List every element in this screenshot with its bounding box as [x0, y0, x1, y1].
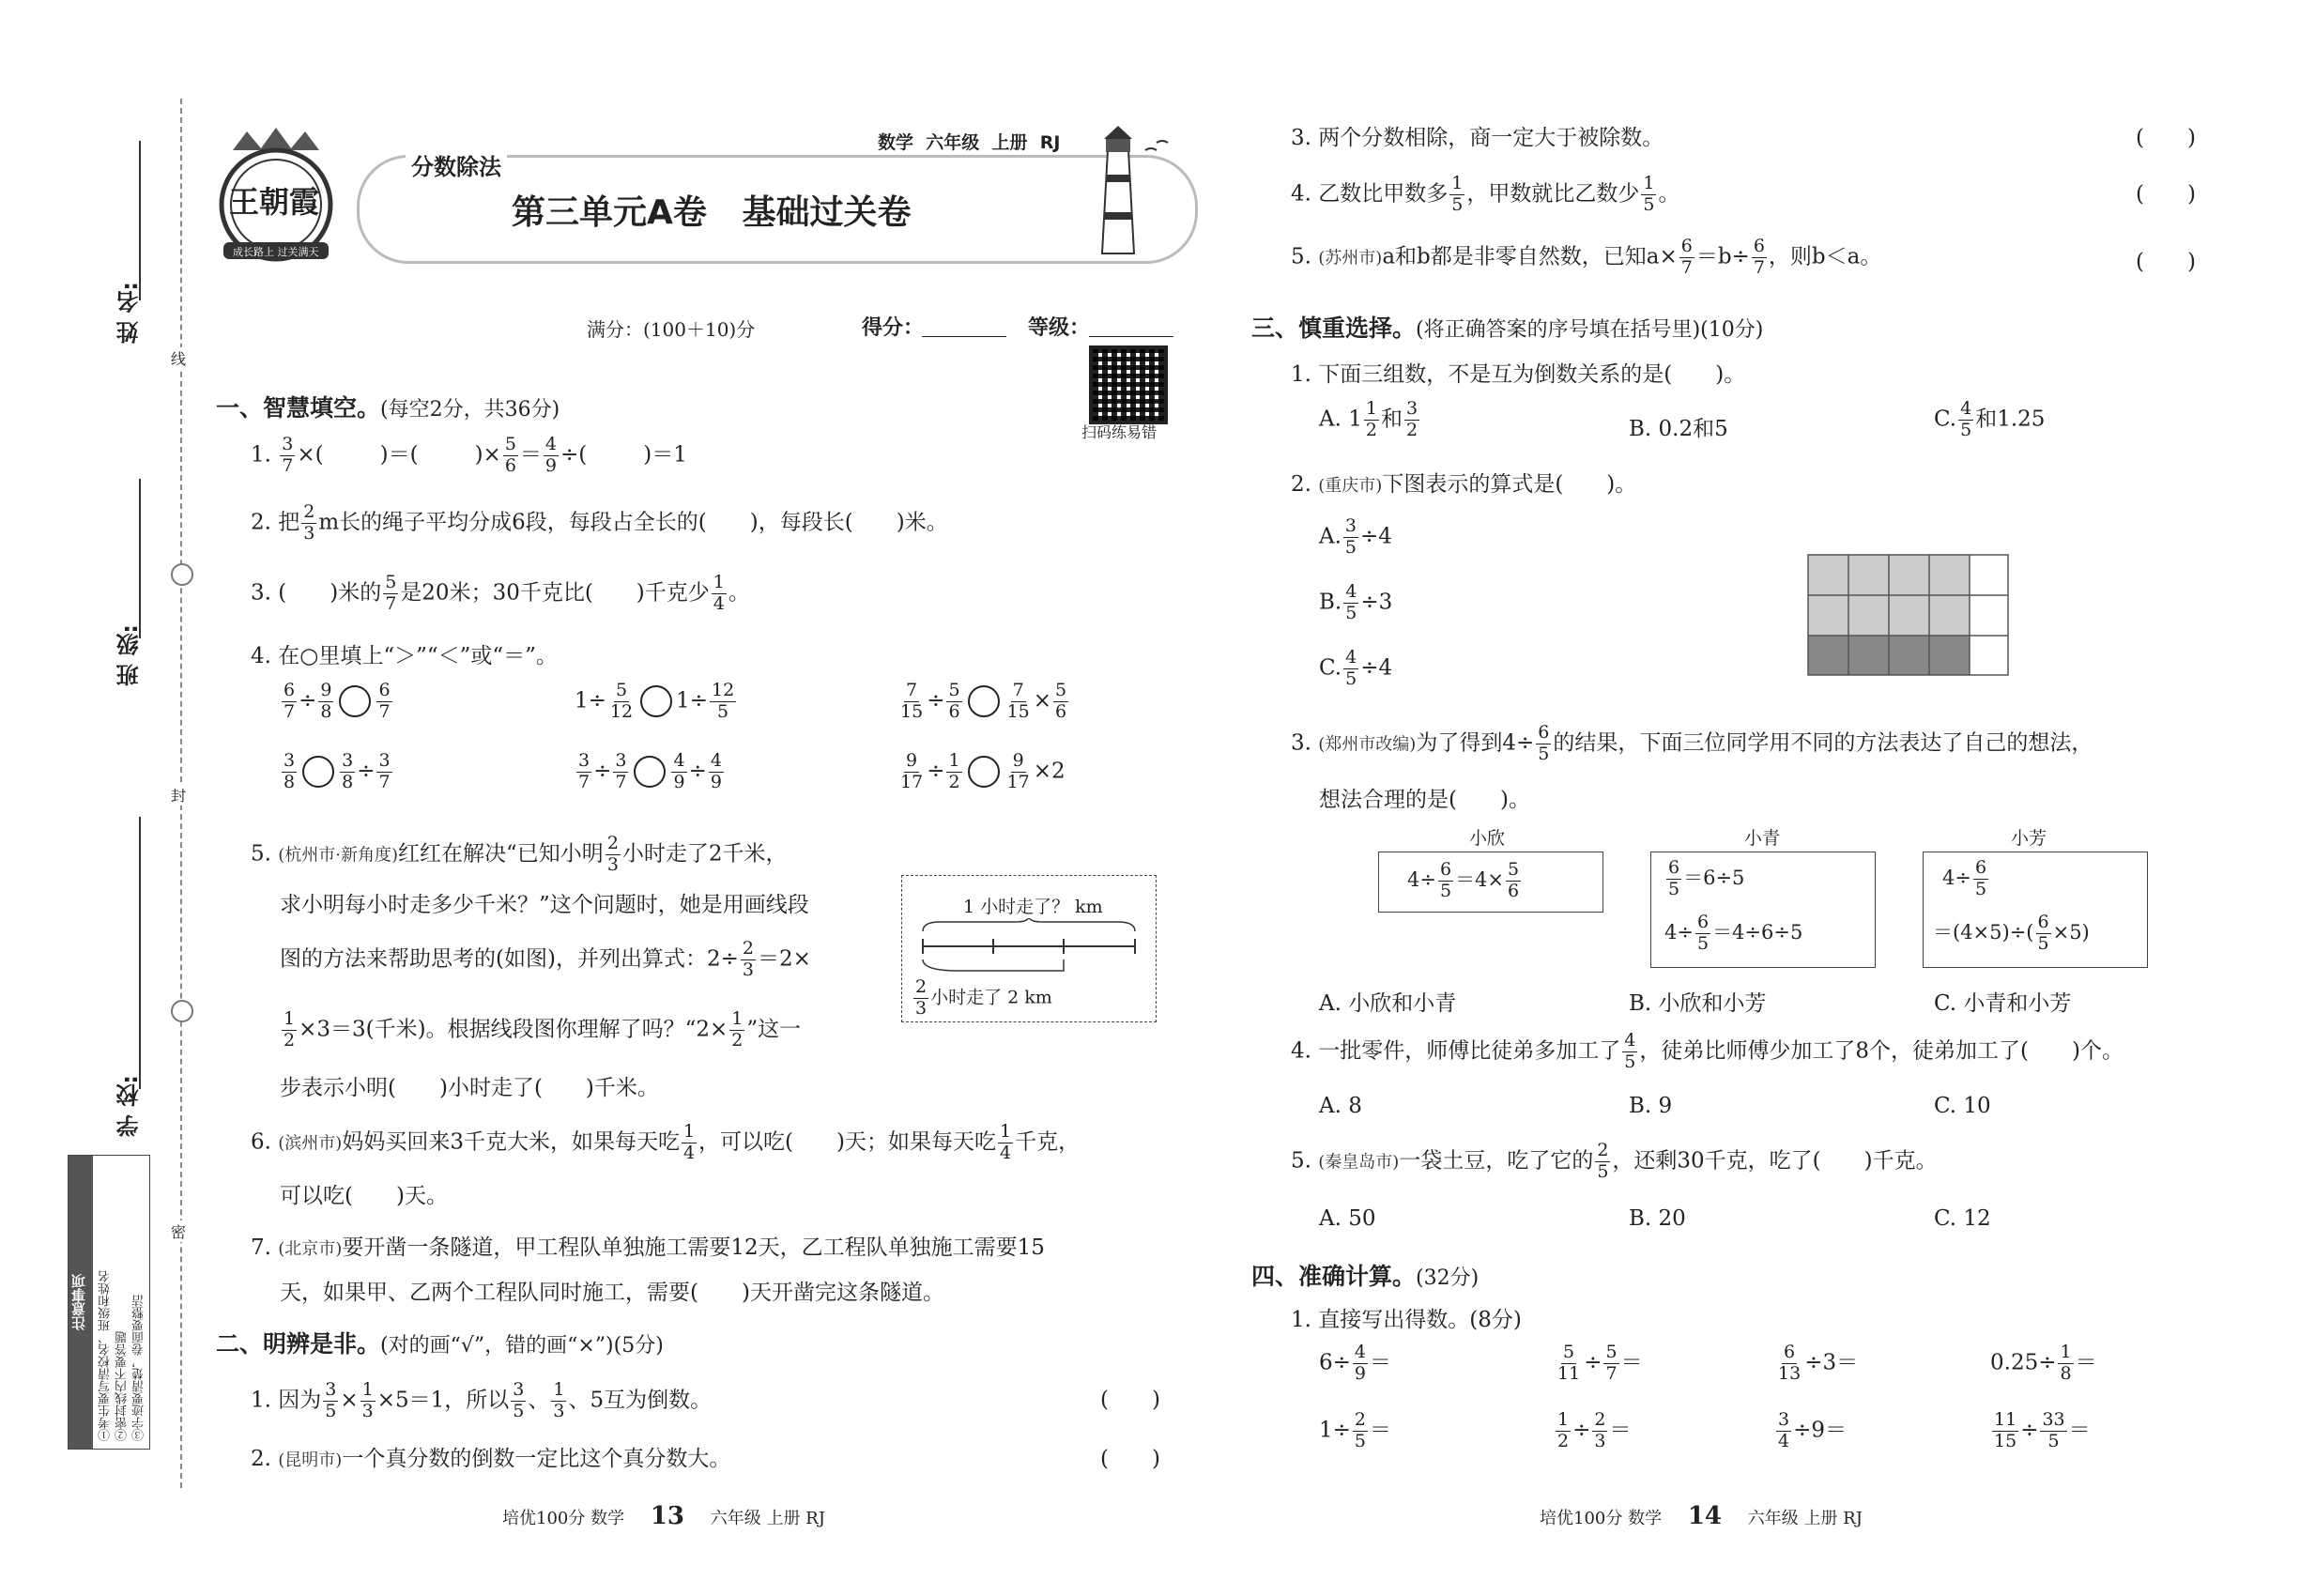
class-label: 班 级: — [116, 624, 143, 686]
segment-diagram — [901, 875, 1157, 1022]
choice-option[interactable]: B. 20 — [1629, 1206, 1686, 1231]
choice-question: 4. 一批零件，师傅比徒弟多加工了 $\frac{4}{5}$ ，徒弟比师傅少加工了8个，徒弟加工了( )个。 — [1291, 1030, 2124, 1072]
q1-5-line1: 5. (杭州市·新角度)红红在解决“已知小明 $\frac{2}{3}$ 小时走了2千米， — [251, 833, 788, 875]
score-label: 得分： — [862, 316, 925, 340]
answer-paren[interactable]: ( ) — [2136, 126, 2196, 150]
qr-code-icon[interactable] — [1089, 345, 1168, 424]
compare-item: $\frac{9}{17}$ ÷ $\frac{1}{2}$ $\frac{9}{17}$ ×2 — [900, 750, 1066, 792]
calc-item: $\frac{1}{2}$ ÷ $\frac{2}{3}$ ＝ — [1557, 1409, 1632, 1451]
calc-question: 1. 直接写出得数。(8分) — [1291, 1308, 1522, 1332]
binding-hole — [171, 563, 193, 586]
choice-question: 2. (重庆市)下图表示的算式是( )。 — [1291, 472, 1637, 497]
choice-option[interactable]: A. 小欣和小青 — [1319, 991, 1457, 1016]
choice-option[interactable]: B. $\frac{4}{5}$ ÷3 — [1319, 581, 1393, 623]
q1-7-line1: 7. (北京市)要开凿一条隧道，甲工程队单独施工需要12天，乙工程队单独施工需要15 — [251, 1235, 1045, 1260]
choice-option[interactable]: C. $\frac{4}{5}$ 和1.25 — [1934, 398, 2046, 440]
q1-5-line2: 求小明每小时走多少千米？”这个问题时，她是用画线段 — [280, 893, 809, 917]
q1-5-line4: $\frac{1}{2}$ ×3＝3(千米)。根据线段图你理解了吗？“2× $\frac{1}{2}$ ”这一 — [284, 1008, 802, 1051]
section-title: 一、智慧填空。(每空2分，共36分) — [216, 394, 560, 422]
segment-bottom-label: $\frac{2}{3}$ 小时走了 2 km — [915, 976, 1052, 1019]
q1-4: 4. 在○里填上“＞”“＜”或“＝”。 — [251, 644, 558, 668]
calc-item: 6÷ $\frac{4}{9}$ ＝ — [1319, 1342, 1391, 1384]
subject-meta: 数学 六年级 上册 RJ — [878, 132, 1061, 153]
answer-paren[interactable]: ( ) — [2136, 182, 2196, 207]
notice-item: ③字迹要清楚，卷面要整洁 — [132, 1295, 146, 1441]
calc-item: $\frac{5}{11}$ ÷ $\frac{5}{7}$ ＝ — [1557, 1342, 1643, 1384]
choice-question: 1. 下面三组数，不是互为倒数关系的是( )。 — [1291, 362, 1746, 387]
judge-item: 3. 两个分数相除，商一定大于被除数。 — [1291, 126, 1664, 150]
q1-1: 1. $\frac{3}{7}$ ×( )＝( )× $\frac{5}{6}$ ＝ $\frac{4}{9}$ ÷( )＝1 — [251, 434, 687, 476]
school-label: 学 校: — [116, 1075, 143, 1137]
segment-top-label: 1 小时走了？ km — [963, 897, 1103, 917]
method-box-fang: 4÷ $\frac{6}{5}$ ＝(4×5)÷( $\frac{6}{5}$ ×5) — [1923, 852, 2148, 968]
topic-tab: 分数除法 — [406, 148, 507, 181]
choice-question: 5. (秦皇岛市)一袋土豆，吃了它的 $\frac{2}{5}$ ，还剩30千克，吃了( )千克。 — [1291, 1140, 1938, 1182]
judge-item: 4. 乙数比甲数多 $\frac{1}{5}$ ，甲数就比乙数少 $\frac{1}{5}$ 。 — [1291, 173, 1680, 215]
compare-circle[interactable] — [968, 685, 1000, 717]
calc-item: 1÷ $\frac{2}{5}$ ＝ — [1319, 1409, 1391, 1451]
school-blank[interactable] — [139, 817, 141, 1089]
calc-item: $\frac{11}{15}$ ÷ $\frac{33}{5}$ ＝ — [1994, 1409, 2091, 1451]
notice-box — [68, 1155, 150, 1450]
score-field[interactable] — [922, 336, 1006, 337]
answer-paren[interactable]: ( ) — [1100, 1388, 1160, 1412]
footer-right: 培优100分 数学 14 六年级 上册 RJ — [1540, 1502, 1863, 1530]
q1-3: 3. ( )米的 $\frac{5}{7}$ 是20米；30千克比( )千克少 $\frac{1}{4}$ 。 — [251, 572, 750, 614]
choice-option[interactable]: A. 1 $\frac{1}{2}$ 和 $\frac{3}{2}$ — [1319, 398, 1418, 440]
name-blank[interactable] — [139, 141, 141, 300]
notice-title: 注意事项 — [69, 1156, 93, 1449]
choice-option[interactable]: C. 12 — [1934, 1206, 1991, 1231]
compare-item: $\frac{6}{7}$ ÷ $\frac{9}{8}$ $\frac{6}{7}$ — [284, 680, 391, 722]
compare-item: $\frac{7}{15}$ ÷ $\frac{5}{6}$ $\frac{7}{15}$ × $\frac{5}{6}$ — [900, 680, 1067, 722]
choice-question: 3. (郑州市改编)为了得到4÷ $\frac{6}{5}$ 的结果，下面三位同学用不同的方法表达了自己的想法， — [1291, 722, 2093, 764]
page-title: 第三单元A卷 基础过关卷 — [512, 193, 912, 232]
q1-5-line3: 图的方法来帮助思考的(如图)，并列出算式：2÷ $\frac{2}{3}$ ＝2× — [280, 938, 811, 980]
choice-question-cont: 想法合理的是( )。 — [1319, 788, 1530, 812]
calc-item: $\frac{6}{13}$ ÷3＝ — [1778, 1342, 1859, 1384]
choice-option[interactable]: C. 小青和小芳 — [1934, 991, 2072, 1016]
compare-item: $\frac{3}{7}$ ÷ $\frac{3}{7}$ $\frac{4}{9}$ ÷ $\frac{4}{9}$ — [578, 750, 722, 792]
calc-item: 0.25÷ $\frac{1}{8}$ ＝ — [1990, 1342, 2097, 1384]
choice-option[interactable]: A. 50 — [1319, 1206, 1376, 1231]
compare-item: $\frac{3}{8}$ $\frac{3}{8}$ ÷ $\frac{3}{7}$ — [284, 750, 391, 792]
choice-option[interactable]: B. 小欣和小芳 — [1629, 991, 1767, 1016]
choice-option[interactable]: C. $\frac{4}{5}$ ÷4 — [1319, 647, 1393, 689]
compare-circle[interactable] — [640, 685, 672, 717]
choice-option[interactable]: A. $\frac{3}{5}$ ÷4 — [1319, 515, 1392, 558]
method-box-xin: 4÷ $\frac{6}{5}$ ＝4× $\frac{5}{6}$ — [1378, 852, 1603, 913]
page-number: 14 — [1687, 1502, 1722, 1530]
page-number: 13 — [650, 1502, 684, 1530]
choice-option[interactable]: A. 8 — [1319, 1094, 1362, 1118]
notice-item: ②密封线内不要答题 — [115, 1331, 130, 1441]
q1-6-line2: 可以吃( )天。 — [280, 1184, 448, 1208]
compare-circle[interactable] — [339, 685, 371, 717]
cut-mark: 封 — [171, 784, 186, 806]
logo — [214, 122, 338, 263]
lighthouse-icon — [1080, 122, 1183, 267]
grade-field[interactable] — [1089, 336, 1173, 337]
q1-7-line2: 天，如果甲、乙两个工程队同时施工，需要( )天开凿完这条隧道。 — [280, 1281, 944, 1305]
student-name: 小欣 — [1469, 828, 1506, 849]
answer-paren[interactable]: ( ) — [2136, 250, 2196, 274]
choice-option[interactable]: B. 0.2和5 — [1629, 417, 1728, 441]
calc-item: $\frac{3}{4}$ ÷9＝ — [1778, 1409, 1847, 1451]
q1-5-line5: 步表示小明( )小时走了( )千米。 — [280, 1076, 659, 1100]
student-name: 小芳 — [2011, 828, 2047, 849]
class-blank[interactable] — [139, 479, 141, 638]
judge-item: 2. (昆明市)一个真分数的倒数一定比这个真分数大。 — [251, 1447, 731, 1471]
logo-sub: 成长路上 过关满天 — [233, 246, 319, 258]
q1-6-line1: 6. (滨州市)妈妈买回来3千克大米，如果每天吃 $\frac{1}{4}$ ，可以吃( )天；如果每天吃 $\frac{1}{4}$ 千克， — [251, 1121, 1081, 1163]
judge-item: 5. (苏州市)a和b都是非零自然数，已知a× $\frac{6}{7}$ ＝b÷ $\frac{6}{7}$ ，则b＜a。 — [1291, 236, 1882, 278]
footer-left: 培优100分 数学 13 六年级 上册 RJ — [502, 1502, 825, 1530]
section-title: 二、明辨是非。(对的画“√”，错的画“×”)(5分) — [216, 1330, 664, 1358]
cut-mark: 线 — [171, 347, 186, 369]
cut-mark: 密 — [171, 1220, 186, 1242]
compare-circle[interactable] — [968, 756, 1000, 788]
choice-option[interactable]: B. 9 — [1629, 1094, 1673, 1118]
logo-text: 王朝霞 — [229, 184, 320, 220]
choice-option[interactable]: C. 10 — [1934, 1094, 1991, 1118]
compare-circle[interactable] — [634, 756, 666, 788]
full-score: 满分：(100＋10)分 — [587, 318, 756, 341]
q1-2: 2. 把 $\frac{2}{3}$ m长的绳子平均分成6段，每段占全长的( )，每段长( )米。 — [251, 501, 948, 544]
qr-caption: 扫码练易错 — [1081, 423, 1158, 441]
section-title: 三、慎重选择。(将正确答案的序号填在括号里)(10分) — [1251, 315, 1764, 342]
answer-paren[interactable]: ( ) — [1100, 1447, 1160, 1471]
compare-item: 1÷ $\frac{5}{12}$ 1÷ $\frac{12}{5}$ — [575, 680, 735, 722]
notice-item: ①考生要写清校名、班级和姓名 — [99, 1270, 113, 1441]
binding-hole — [171, 1000, 193, 1022]
grade-label: 等级： — [1028, 316, 1091, 340]
section-title: 四、准确计算。(32分) — [1251, 1263, 1480, 1290]
method-box-qing: $\frac{6}{5}$ ＝6÷5 4÷ $\frac{6}{5}$ ＝4÷6÷5 — [1650, 852, 1876, 968]
judge-item: 1. 因为 $\frac{3}{5}$ × $\frac{1}{3}$ ×5＝1，所以 $\frac{3}{5}$ 、 $\frac{1}{3}$ 、5互为倒数。 — [251, 1379, 713, 1421]
grid-figure — [1807, 554, 2009, 680]
name-label: 姓 名: — [116, 282, 143, 344]
compare-circle[interactable] — [302, 756, 334, 788]
student-name: 小青 — [1744, 828, 1781, 849]
